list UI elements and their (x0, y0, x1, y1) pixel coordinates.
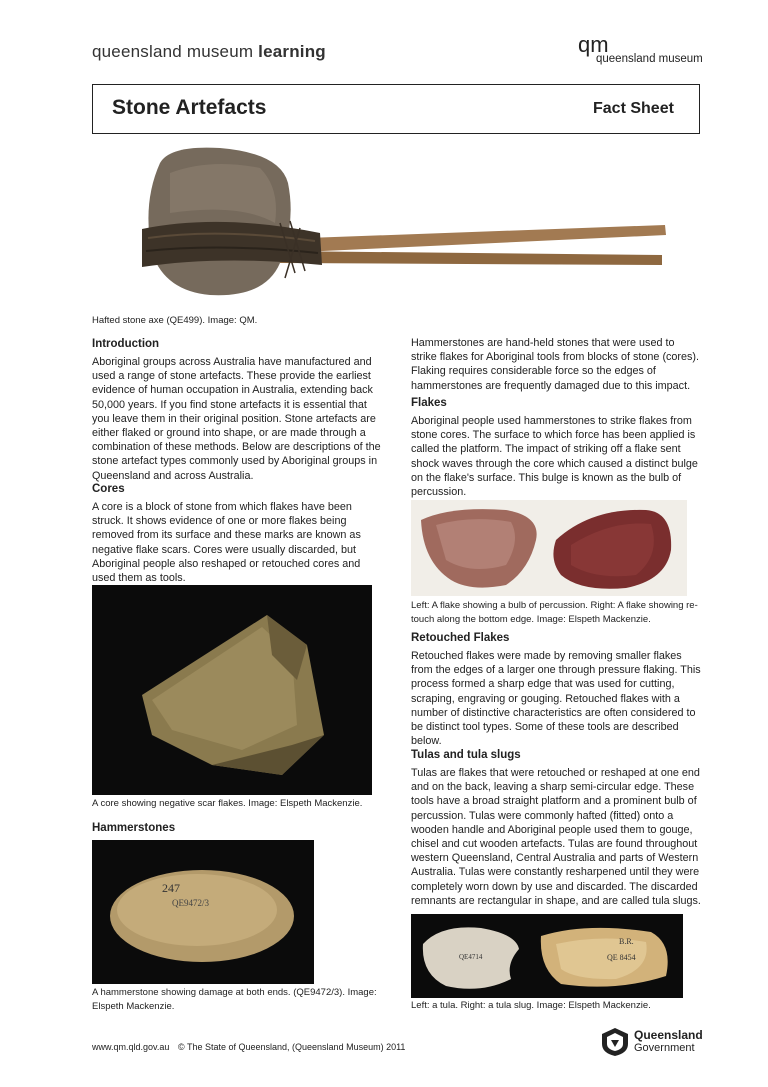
tula-caption: Left: a tula. Right: a tula slug. Image: Elspeth Mackenzie. (411, 1000, 651, 1011)
core-image (92, 585, 372, 795)
fact-sheet-label: Fact Sheet (593, 100, 674, 117)
tulas-text: Tulas are flakes that were retouched or reshaped at one end and on the back, leaving a sharp semi-circular edge. These tools have a broad straight platform and a prominent bulb of percussion. Tulas were commonly hafted (fitted) onto a wooden handle and Aboriginal people used them to gouge, chisel and cut wooden artefacts. Tulas are found throughout western Queensland, Central Australia and parts of Western Australia. Tulas were constantly resharpened until they were completely worn down by use and discarded. The discarded remnants are rectangular in shape, and are called tula slugs. (411, 767, 701, 907)
retouched-heading: Retouched Flakes (411, 632, 510, 644)
qm-logo: qm (578, 32, 609, 57)
flakes-heading: Flakes (411, 397, 447, 409)
core-caption: A core showing negative scar flakes. Image: Elspeth Mackenzie. (92, 798, 363, 809)
tula-label-1: QE4714 (459, 953, 483, 961)
hammerstone-caption: A hammerstone showing damage at both ends. (QE9472/3). Image: Elspeth Mackenzie. (92, 987, 377, 1012)
cores-text: A core is a block of stone from which flakes have been struck. It shows evidence of one or more flakes being removed from its surface and these marks are known as negative flake scars. Cores were usually discarded, but Aboriginal people also reshaped or retouched cores and used them as tools. (92, 501, 361, 585)
footer-url[interactable]: www.qm.qld.gov.au (92, 1042, 170, 1052)
hammerstones-heading: Hammerstones (92, 822, 176, 834)
introduction-text: Aboriginal groups across Australia have manufactured and used a range of stone artefacts. These provide the earliest evidence of human occupation in Australia, extending back 50,000 years. If you find stone artefacts it is essential that you leave them in their original position. Stone artefacts are either flaked or ground into shape, or are made through a combination of these methods. Below are descriptions of the stone artefact types commonly used by Aboriginal groups in Queensland and across Australia. (92, 356, 381, 482)
flakes-text: Aboriginal people used hammerstones to strike flakes from stone cores. The surface to which force has been applied is called the platform. The impact of striking off a flake sent shock waves through the core which caused a distinct bulge on the flake's surface. This bulge is known as the bulb of percussion. (411, 415, 698, 499)
gov-government-text: Government (634, 1042, 695, 1054)
hafted-axe-image (130, 143, 690, 305)
page-title: Stone Artefacts (112, 96, 267, 119)
footer-copyright: © The State of Queensland, (Queensland Museum) 2011 (178, 1042, 406, 1052)
hammer-label-1: 247 (162, 881, 180, 895)
tula-label-2: B.R. (619, 937, 634, 946)
brand-bold: learning (258, 42, 326, 61)
qm-museum-name: queensland museum (596, 53, 703, 65)
gov-queensland-text: Queensland (634, 1028, 703, 1042)
hammerstone-image (92, 840, 314, 984)
flakes-image (411, 500, 687, 596)
axe-caption: Hafted stone axe (QE499). Image: QM. (92, 315, 258, 326)
hammer-label-2: QE9472/3 (172, 898, 209, 908)
brand-wordmark (92, 42, 326, 62)
hammerstones-text: Hammerstones are hand-held stones that were used to strike flakes for Aboriginal tools from blocks of stone (cores). Flaking requires considerable force so the edges of hammerstones are frequently damaged due to this impact. (411, 337, 700, 392)
queensland-crest-icon (598, 1026, 632, 1058)
tula-image (411, 914, 683, 998)
brand-prefix: queensland museum (92, 42, 259, 61)
retouched-text: Retouched flakes were made by removing smaller flakes from the edges of a larger one through pressure flaking. This process formed a sharp edge that was used for cutting, scraping, engraving or gouging. Retouched flakes with a number of distinctive characteristics are often considered to be distinct tool types. Some of these tools are described below. (411, 650, 701, 748)
tula-label-3: QE 8454 (607, 953, 636, 962)
cores-heading: Cores (92, 483, 125, 495)
introduction-heading: Introduction (92, 338, 160, 350)
flakes-caption: Left: A flake showing a bulb of percussion. Right: A flake showing re-touch along the bottom edge. Image: Elspeth Mackenzie. (411, 600, 698, 625)
tulas-heading: Tulas and tula slugs (411, 749, 521, 761)
